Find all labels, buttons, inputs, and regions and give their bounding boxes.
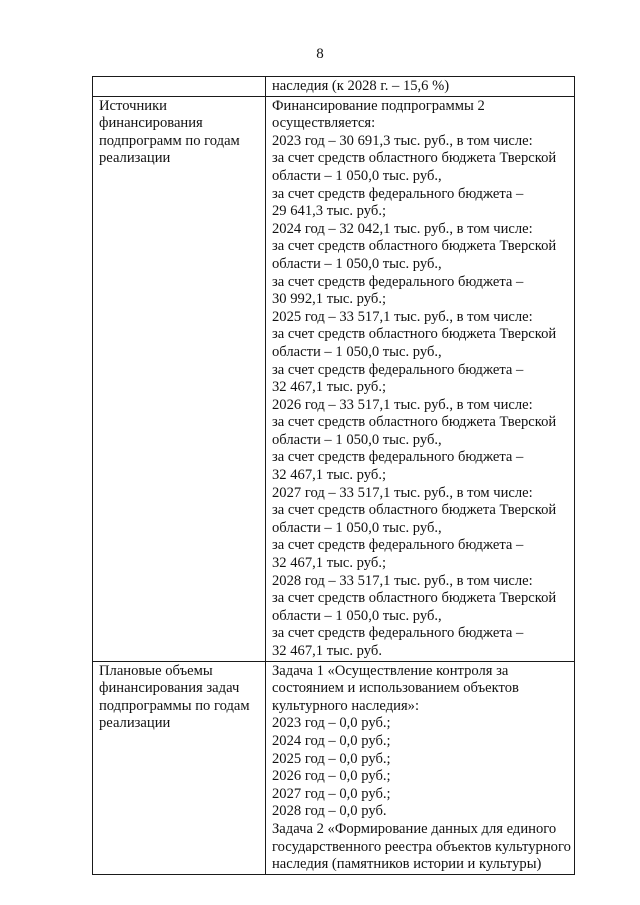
content-line: 2027 год – 0,0 руб.; xyxy=(272,785,391,802)
content-line: 2025 год – 0,0 руб.; xyxy=(272,750,391,767)
label-line: реализации xyxy=(99,150,171,167)
content-line: за счет средств федерального бюджета – xyxy=(272,537,524,554)
content-line: 2026 год – 33 517,1 тыс. руб., в том числе: xyxy=(272,396,533,413)
content-line: за счет средств федерального бюджета – xyxy=(272,625,524,642)
program-passport-table xyxy=(92,76,575,875)
row-label-cell xyxy=(93,96,266,661)
content-line: за счет средств областного бюджета Тверской xyxy=(272,502,557,519)
content-line: области – 1 050,0 тыс. руб., xyxy=(272,431,442,448)
table-row xyxy=(93,77,575,97)
content-line: 2024 год – 0,0 руб.; xyxy=(272,732,391,749)
content-line: области – 1 050,0 тыс. руб., xyxy=(272,519,442,536)
content-line: Задача 2 «Формирование данных для единого xyxy=(272,820,557,837)
content-line: 2023 год – 0,0 руб.; xyxy=(272,715,391,732)
content-line: за счет средств областного бюджета Тверской xyxy=(272,326,557,343)
content-line: 30 992,1 тыс. руб.; xyxy=(272,291,387,308)
content-line: 2025 год – 33 517,1 тыс. руб., в том числе: xyxy=(272,308,533,325)
content-line: за счет средств федерального бюджета – xyxy=(272,449,524,466)
content-line: осуществляется: xyxy=(272,115,376,132)
content-line: 2026 год – 0,0 руб.; xyxy=(272,768,391,785)
label-line: подпрограммы по годам xyxy=(99,697,250,714)
row-label-cell xyxy=(93,661,266,874)
content-line: 2028 год – 33 517,1 тыс. руб., в том числе: xyxy=(272,572,533,589)
content-line: 32 467,1 тыс. руб.; xyxy=(272,467,387,484)
content-line: за счет средств федерального бюджета – xyxy=(272,361,524,378)
content-line: области – 1 050,0 тыс. руб., xyxy=(272,255,442,272)
label-line: финансирования xyxy=(99,115,203,132)
row-label-cell xyxy=(93,77,266,97)
row-content-cell xyxy=(266,661,575,874)
label-line: Плановые объемы xyxy=(99,662,213,679)
content-line: 2028 год – 0,0 руб. xyxy=(272,803,387,820)
label-line: Источники xyxy=(99,97,167,114)
content-line: 2027 год – 33 517,1 тыс. руб., в том числе: xyxy=(272,484,533,501)
label-line: реализации xyxy=(99,715,171,732)
content-line: состоянием и использованием объектов xyxy=(272,680,519,697)
table-row xyxy=(93,96,575,661)
content-line: 32 467,1 тыс. руб.; xyxy=(272,555,387,572)
table-row xyxy=(93,661,575,874)
content-line: 32 467,1 тыс. руб.; xyxy=(272,379,387,396)
label-line: финансирования задач xyxy=(99,680,240,697)
content-line: 29 641,3 тыс. руб.; xyxy=(272,203,387,220)
content-line: за счет средств областного бюджета Тверской xyxy=(272,414,557,431)
content-line: Финансирование подпрограммы 2 xyxy=(272,97,485,114)
content-line: государственного реестра объектов культурного xyxy=(272,838,571,855)
content-line: области – 1 050,0 тыс. руб., xyxy=(272,343,442,360)
content-line: за счет средств областного бюджета Тверской xyxy=(272,150,557,167)
content-line: за счет средств федерального бюджета – xyxy=(272,185,524,202)
content-line: за счет средств областного бюджета Тверской xyxy=(272,238,557,255)
content-line: области – 1 050,0 тыс. руб., xyxy=(272,167,442,184)
content-line: наследия (к 2028 г. – 15,6 %) xyxy=(272,78,450,94)
content-line: наследия (памятников истории и культуры) xyxy=(272,856,542,873)
content-line: 2024 год – 32 042,1 тыс. руб., в том числе: xyxy=(272,220,533,237)
content-line: 2023 год – 30 691,3 тыс. руб., в том числе: xyxy=(272,132,533,149)
page-number: 8 xyxy=(316,46,324,62)
content-line: за счет средств областного бюджета Тверской xyxy=(272,590,557,607)
content-line: 32 467,1 тыс. руб. xyxy=(272,643,382,659)
row-content-cell xyxy=(266,77,575,97)
row-content-cell xyxy=(266,96,575,661)
content-line: области – 1 050,0 тыс. руб., xyxy=(272,607,442,624)
table-body xyxy=(93,77,575,875)
label-line: подпрограмм по годам xyxy=(99,132,240,149)
content-line: Задача 1 «Осуществление контроля за xyxy=(272,662,509,679)
content-line: за счет средств федерального бюджета – xyxy=(272,273,524,290)
content-line: культурного наследия»: xyxy=(272,697,420,714)
